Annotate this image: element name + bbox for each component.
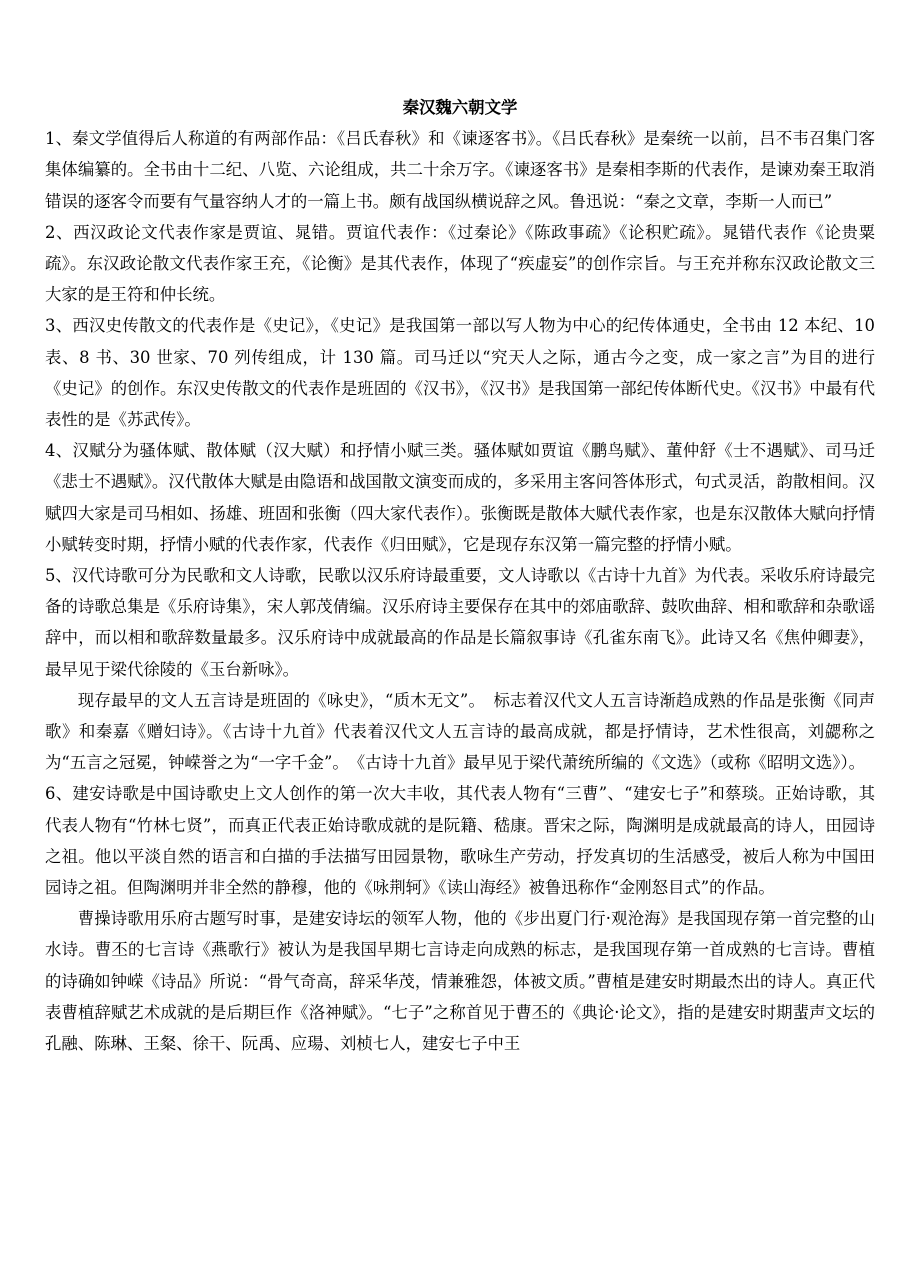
paragraph-6-jian-an-poetry: 6、建安诗歌是中国诗歌史上文人创作的第一次大丰收，其代表人物有“三曹”、“建安七子”和蔡琰。正始诗歌，其代表人物有“竹林七贤”，而真正代表正始诗歌成就的是阮籍、嵇康。晋宋之际，陶渊明是成就最高的诗人，田园诗之祖。他以平淡自然的语言和白描的手法描写田园景物，歌咏生产劳动，抒发真切的生活感受，被后人称为中国田园诗之祖。但陶渊明并非全然的静穆，他的《咏荆轲》《读山海经》被鲁迅称作“金刚怒目式”的作品。 <box>45 784 875 898</box>
paragraph-3-historical-prose: 3、西汉史传散文的代表作是《史记》，《史记》是我国第一部以写人物为中心的纪传体通史，全书由 12 本纪、10 表、8 书、30 世家、70 列传组成，计 130 篇。司马迁以“究天人之际，通古今之变，成一家之言”为目的进行《史记》的创作。东汉史传散文的代表作是班固的《汉书》，《汉书》是我国第一部纪传体断代史。《汉书》中最有代表性的是《苏武传》。 <box>45 316 875 430</box>
paragraph-2-western-han-political-essays: 2、西汉政论文代表作家是贾谊、晁错。贾谊代表作：《过秦论》《陈政事疏》《论积贮疏》。晁错代表作《论贵粟疏》。东汉政论散文代表作家王充，《论衡》是其代表作，体现了“疾虚妄”的创作宗旨。与王充并称东汉政论散文三大家的是王符和仲长统。 <box>45 222 875 305</box>
paragraph-6b-cao-cao-cao-pi-cao-zhi: 曹操诗歌用乐府古题写时事，是建安诗坛的领军人物，他的《步出夏门行·观沧海》是我国现存第一首完整的山水诗。曹丕的七言诗《燕歌行》被认为是我国早期七言诗走向成熟的标志，是我国现存第一首成熟的七言诗。曹植的诗确如钟嵘《诗品》所说：“骨气奇高，辞采华茂，情兼雅怨，体被文质。”曹植是建安时期最杰出的诗人。真正代表曹植辞赋艺术成就的是后期巨作《洛神赋》。“七子”之称首见于曹丕的《典论·论文》，指的是建安时期蜚声文坛的孔融、陈琳、王粲、徐干、阮禹、应瑒、刘桢七人，建安七子中王 <box>45 909 875 1054</box>
paragraph-5b-literati-five-character-poems: 现存最早的文人五言诗是班固的《咏史》，“质木无文”。 标志着汉代文人五言诗渐趋成熟的作品是张衡《同声歌》和秦嘉《赠妇诗》。《古诗十九首》代表着汉代文人五言诗的最高成就，都是抒情诗，艺术性很高，刘勰称之为“五言之冠冕，钟嵘誉之为“一字千金”。 《古诗十九首》最早见于梁代萧统所编的《文选》（或称《昭明文选》）。 <box>45 690 875 773</box>
paragraph-5-han-poetry: 5、汉代诗歌可分为民歌和文人诗歌，民歌以汉乐府诗最重要，文人诗歌以《古诗十九首》为代表。采收乐府诗最完备的诗歌总集是《乐府诗集》，宋人郭茂倩编。汉乐府诗主要保存在其中的郊庙歌辞、鼓吹曲辞、相和歌辞和杂歌谣辞中，而以相和歌辞数量最多。汉乐府诗中成就最高的作品是长篇叙事诗《孔雀东南飞》。此诗又名《焦仲卿妻》，最早见于梁代徐陵的《玉台新咏》。 <box>45 566 875 679</box>
document-title: 秦汉魏六朝文学 <box>402 98 518 117</box>
paragraph-1-qin-literature: 1、秦文学值得后人称道的有两部作品：《吕氏春秋》和《谏逐客书》。《吕氏春秋》是秦统一以前，吕不韦召集门客集体编纂的。全书由十二纪、八览、六论组成，共二十余万字。《谏逐客书》是秦相李斯的代表作，是谏劝秦王取消错误的逐客令而要有气量容纳人才的一篇上书。颇有战国纵横说辞之风。鲁迅说：“秦之文章，李斯一人而已” <box>45 129 875 211</box>
paragraph-4-han-fu: 4、汉赋分为骚体赋、散体赋（汉大赋）和抒情小赋三类。骚体赋如贾谊《鹏鸟赋》、董仲舒《士不遇赋》、司马迁《悲士不遇赋》。汉代散体大赋是由隐语和战国散文演变而成的，多采用主客问答体形式，句式灵活，韵散相间。汉赋四大家是司马相如、扬雄、班固和张衡（四大家代表作）。张衡既是散体大赋代表作家，也是东汉散体大赋向抒情小赋转变时期，抒情小赋的代表作家，代表作《归田赋》，它是现存东汉第一篇完整的抒情小赋。 <box>45 441 875 554</box>
document-page <box>45 92 875 1059</box>
